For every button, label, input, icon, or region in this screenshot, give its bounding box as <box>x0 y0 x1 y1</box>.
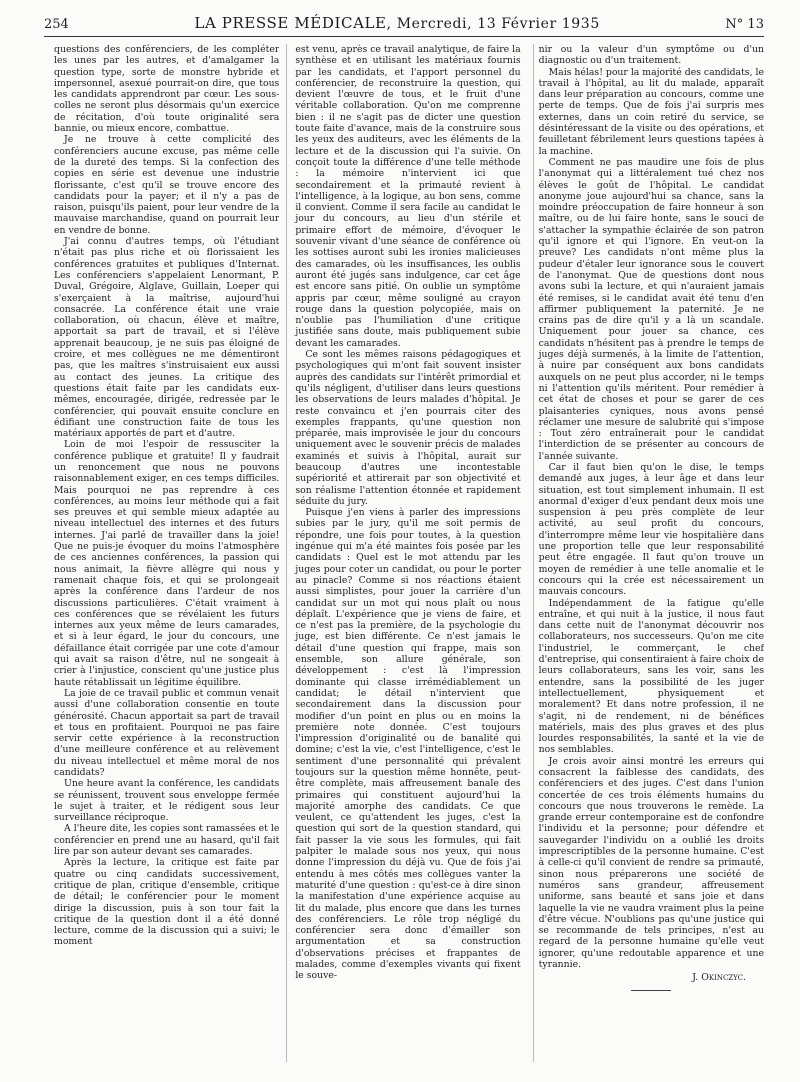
column-1 <box>54 44 279 1064</box>
journal-title: LA PRESSE MÉDICALE <box>194 14 387 32</box>
paragraph: Loin de moi l'espoir de ressusciter la conférence publique et gratuite! Il y faudrait un renoncement que nous ne pouvons raisonnablement exiger, en ces temps difficiles. Mais pourquoi ne pas reprendre à ces conférences, au moins leur méthode qui a fait ses preuves et qui semble mieux adaptée au niveau intellectuel des internes et des futurs internes. J'ai parlé de travailler dans la joie! Que ne puis-je évoquer du moins l'atmosphère de ces anciennes conférences, la passion qui nous animait, la fièvre allègre qui nous y ramenait chaque fois, et qui se prolongeait après la conférence dans l'ardeur de nos discussions particulières. C'était vraiment à ces conférences que se révélaient les futurs internes aux yeux même de leurs camarades, et si à leur égard, le jour du concours, une défaillance était corrigée par une cote d'amour qui avait sa raison d'être, nul ne songeait à crier à l'injustice, conscient qu'une justice plus haute rétablissait un légitime équilibre. <box>54 439 280 688</box>
paragraph: J'ai connu d'autres temps, où l'étudiant n'était pas plus riche et où florissaient les conférences gratuites et publiques d'Internat. Les conférenciers s'appelaient Lenormant, P. Duval, Grégoire, Alglave, Guillain, Loeper qui s'exerçaient à la maîtrise, aujourd'hui consacrée. La conférence était une vraie collaboration, où chacun, élève et maître, apportait sa part de travail, et si l'élève apprenait beaucoup, je ne suis pas éloigné de croire, et mes collègues ne me démentiront pas, que les maîtres s'instruisaient eux aussi au contact des jeunes. La critique des questions était faite par les candidats eux-mêmes, encouragée, dirigée, redressée par le conférencier, qui pouvait ensuite conclure en édifiant une construction faite de tous les matériaux apportés de part et d'autre. <box>54 236 280 440</box>
paragraph: Comment ne pas maudire une fois de plus l'anonymat qui a littéralement tué chez nos élèves le goût de l'hôpital. Le candidat anonyme joue aujourd'hui sa chance, sans la moindre préoccupation de faire honneur à son maître, ou de lui faire honte, sans le souci de s'attacher la sympathie éclairée de son patron qu'il ignore et qui l'ignore. En veut-on la preuve? Les candidats n'ont même plus la pudeur d'étaler leur ignorance sous le couvert de l'anonymat. Que de questions dont nous avons subi la lecture, et qui n'auraient jamais été remises, si le candidat avait été tenu d'en affirmer publiquement la paternité. Je ne crains pas de dire qu'il y a là un scandale. Uniquement pour jouer sa chance, ces candidats n'hésitent pas à prendre le temps de juges déjà surmenés, à la limite de l'attention, à nuire par conséquent aux bons candidats auxquels on ne peut plus accorder, ni le temps ni l'attention qu'ils méritent. Pour remédier à cet état de choses et pour se garer de ces plaisanteries cyniques, nous avons pensé réclamer une mesure de salubrité qui s'impose : Tout zéro entraînerait pour le candidat l'interdiction de se présenter au concours de l'année suivante. <box>538 156 764 462</box>
page-header <box>44 14 764 38</box>
column-3 <box>533 44 764 1064</box>
paragraph: A l'heure dite, les copies sont ramassées et le conférencier en prend une au hasard, qu'il fait lire par son auteur devant ses camarades. <box>54 823 280 858</box>
paragraph: Après la lecture, la critique est faite par quatre ou cinq candidats successivement, critique de plan, critique d'ensemble, critique de détail; le conférencier pour le moment dirige la discussion, puis à son tour fait la critique de la question dont il a été donné lecture, comme de la discussion qui a suivi; le moment <box>54 857 280 948</box>
paragraph: Je ne trouve à cette complicité des conférenciers aucune excuse, pas même celle de la dureté des temps. Si la confection des copies en série est devenue une industrie florissante, c'est qu'il se trouve encore des candidats pour la payer; et il n'y a pas de raison, puisqu'ils paient, pour leur vendre de la mauvaise marchandise, quand on pourrait leur en vendre de bonne. <box>54 134 280 236</box>
paragraph: Puisque j'en viens à parler des impressions subies par le jury, qu'il me soit permis de répondre, une fois pour toutes, à la question ingénue qui m'a été maintes fois posée par les candidats : Quel est le mot attendu par les juges pour coter un candidat, ou pour le porter au pinacle? Comme si nos réactions étaient aussi simplistes, pour jouer la carrière d'un candidat sur un mot qui nous plaît ou nous déplaît. L'expérience que je viens de faire, et ce n'est pas la première, de la psychologie du juge, est bien différente. Ce n'est jamais le détail d'une question qui frappe, mais son ensemble, son allure générale, son développement : c'est là l'impression dominante qui classe irrémédiablement un candidat; le détail n'intervient que secondairement dans la discussion pour modifier d'un point en plus ou en moins la première note donnée. C'est toujours l'impression d'originalité ou de banalité qui domine; c'est la vie, c'est l'intelligence, c'est le sentiment d'une personnalité qui prévalent toujours sur la question même honnête, peut-être complète, mais affreusement banale des primaires qui constituent aujourd'hui la majorité amorphe des candidats. Ce que veulent, ce qu'attendent les juges, c'est la question qui sort de la question standard, qui fait passer la vie sous les formules, qui fait palpiter le malade sous nos yeux, qui nous donne l'impression du déjà vu. Que de fois j'ai entendu à mes côtés mes collègues vanter la maturité d'une question : qu'est-ce à dire sinon la manifestation d'une expérience acquise au lit du malade, plus encore que dans les turnes des conférenciers. Le rôle trop négligé du conférencier sera donc d'émailler son argumentation et sa construction d'observations précises et frappantes de malades, comme d'exemples vivants qui fixent le souve- <box>295 507 521 982</box>
paragraph: questions des conférenciers, de les compléter les unes par les autres, et d'amalgamer la question type, sorte de monstre hybride et impersonnel, asexué pourrait-on dire, que tous les candidats apprendront par cœur. Les sous-colles ne seront plus désormais qu'un exercice de récitation, d'où toute originalité sera bannie, ou mieux encore, combattue. <box>54 44 280 135</box>
paragraph: Mais hélas! pour la majorité des candidats, le travail à l'hôpital, au lit du malade, apparaît dans leur préparation au concours, comme une perte de temps. Que de fois j'ai surpris mes externes, dans un coin retiré du service, se désintéressant de la visite ou des opérations, et feuilletant fébrilement leurs questions tapées à la machine. <box>538 66 764 157</box>
issue-date: Mercredi, 13 Février 1935 <box>396 16 600 32</box>
article-body <box>54 44 764 1064</box>
paragraph: est venu, après ce travail analytique, de faire la synthèse et en utilisant les matériaux fournis par les candidats, et l'apport personnel du conférencier, de reconstruire la question, qui devient l'œuvre de tous, et le fruit d'une véritable collaboration. Qu'on me comprenne bien : il ne s'agit pas de dicter une question toute faite d'avance, mais de la construire sous les yeux des auditeurs, avec les éléments de la lecture et de la discussion qui l'a suivie. On conçoit toute la différence d'une telle méthode : la mémoire n'intervient ici que secondairement et la primauté revient à l'intelligence, à la logique, au bon sens, comme il convient. Comme il sera facile au candidat le jour du concours, au lieu d'un stérile et primaire effort de mémoire, d'évoquer le souvenir vivant d'une séance de conférence où les sottises auront subi les ironies malicieuses des camarades, où les insuffisances, les oublis auront été jugés sans indulgence, car cet âge est encore sans pitié. On oublie un symptôme appris par cœur, même souligné au crayon rouge dans la question polycopiée, mais on n'oublie pas l'humiliation d'une critique justifiée sans doute, mais publiquement subie devant les camarades. <box>295 44 521 349</box>
paragraph: Car il faut bien qu'on le dise, le temps demandé aux juges, à leur âge et dans leur situation, est tout simplement inhumain. Il est anormal d'exiger d'eux pendant deux mois une suspension à peu près complète de leur activité, au seul profit du concours, d'interrompre même leur vie hospitalière dans une proportion telle que leur responsabilité peut être engagée. Il faut qu'on trouve un moyen de remédier à une telle anomalie et le concours qui la crée est nécessairement un mauvais concours. <box>538 461 764 598</box>
page-number: 254 <box>44 17 69 32</box>
paragraph: Ce sont les mêmes raisons pédagogiques et psychologiques qui m'ont fait souvent insister auprès des candidats sur l'intérêt primordial et qu'ils négligent, d'utiliser dans leurs questions les observations de leurs malades d'hôpital. Je reste convaincu et j'en pourrais citer des exemples frappants, qu'une question non préparée, mais improvisée le jour du concours uniquement avec le souvenir précis de malades examinés et suivis à l'hôpital, aurait sur beaucoup d'autres une incontestable supériorité et attirerait par son objectivité et son réalisme l'attention étonnée et rapidement séduite du jury. <box>295 349 521 507</box>
paragraph: nir ou la valeur d'un symptôme ou d'un diagnostic ou d'un traitement. <box>538 44 764 67</box>
paragraph: La joie de ce travail public et commun venait aussi d'une collaboration consentie en toute générosité. Chacun apportait sa part de travail et tous en profitaient. Pourquoi ne pas faire servir cette expérience à la reconstruction d'une meilleure conférence et au relèvement du niveau intellectuel et même moral de nos candidats? <box>54 687 280 778</box>
author-signature: J. Okinczyc. <box>692 972 746 984</box>
end-rule <box>631 990 671 991</box>
paragraph: Une heure avant la conférence, les candidats se réunissent, trouvent sous enveloppe fermée le sujet à traiter, et le rédigent sous leur surveillance réciproque. <box>54 778 280 824</box>
paragraph: Indépendamment de la fatigue qu'elle entraîne, et qui nuit à la justice, il nous faut dans cette nuit de l'anonymat découvrir nos collaborateurs, nos successeurs. Qu'on me cite l'industriel, le commerçant, le chef d'entreprise, qui consentiraient à faire choix de leurs collaborateurs, sans les voir, sans les entendre, sans la possibilité de les juger intellectuellement, physiquement et moralement? Et dans notre profession, il ne s'agit, ni de rendement, ni de bénéfices matériels, mais des plus graves et des plus lourdes responsabilités, la santé et la vie de nos semblables. <box>538 597 764 756</box>
paragraph: Je crois avoir ainsi montré les erreurs qui consacrent la faiblesse des candidats, des conférenciers et des juges. C'est dans l'union concertée de ces trois éléments humains du concours que nous trouverons le remède. La grande erreur contemporaine est de confondre l'individu et la personne; pour défendre et sauvegarder l'individu on a oublié les droits imprescriptibles de la personne humaine. C'est à celle-ci qu'il convient de rendre sa primauté, sinon nous préparerons une société de numéros sans grandeur, affreusement uniforme, sans beauté et sans joie et dans laquelle la vie ne vaudra vraiment plus la peine d'être vécue. N'oublions pas qu'une justice qui se recommande de tels principes, n'est au regard de la personne humaine qu'elle veut ignorer, qu'une redoutable apparence et une tyrannie. <box>538 755 764 971</box>
column-2 <box>291 44 520 1064</box>
header-rule <box>44 36 764 37</box>
masthead: LA PRESSE MÉDICALE, Mercredi, 13 Février 1935 <box>194 14 600 32</box>
issue-number: N° 13 <box>725 17 764 32</box>
